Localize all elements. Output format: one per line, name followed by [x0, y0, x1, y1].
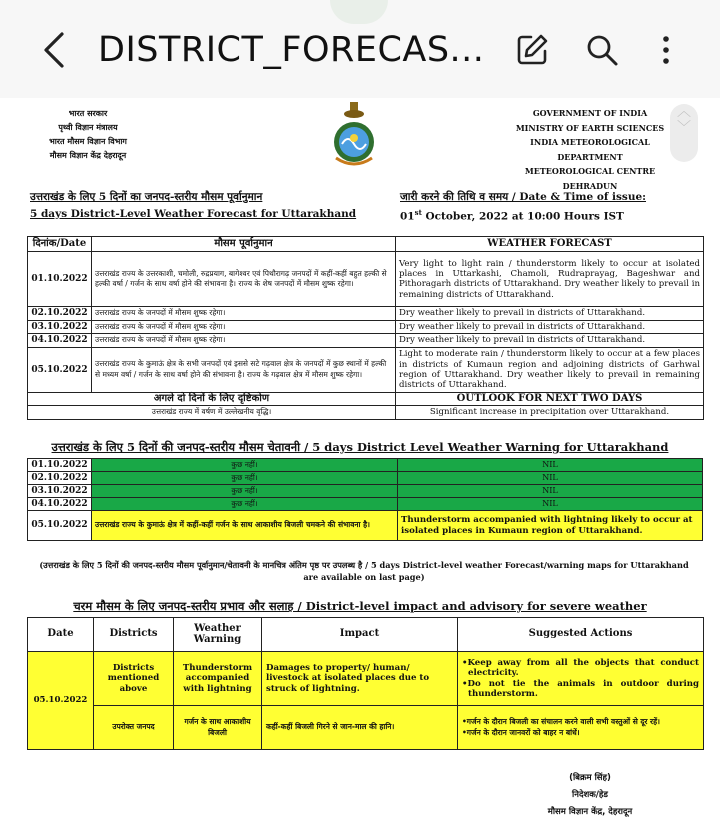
advisory-districts: Districts mentioned above: [94, 652, 174, 706]
row-forecast-hindi: उत्तराखंड राज्य के जनपदों में मौसम शुष्क रहेगा।: [92, 320, 396, 334]
row-warning-english: Thunderstorm accompanied with lightning likely to occur at isolated places in Kumaun region of Uttarakhand.: [398, 511, 703, 541]
issue-time-label: जारी करने की तिथि व समय / Date & Time of issue:: [400, 191, 647, 203]
row-date: 05.10.2022: [28, 511, 92, 541]
col-header-hindi: मौसम पूर्वानुमान: [92, 237, 396, 252]
table-row: [28, 652, 704, 706]
app-bar: [0, 0, 720, 98]
search-icon[interactable]: [584, 32, 620, 68]
row-date: 04.10.2022: [28, 334, 92, 348]
row-warning-hindi: उत्तराखंड राज्य के कुमाऊं क्षेत्र में कहीं-कहीं गर्जन के साथ आकाशीय बिजली चमकने की संभावना है।: [92, 511, 398, 541]
imd-emblem-icon: [326, 100, 382, 172]
table-row: [28, 498, 703, 511]
table-row: [28, 334, 704, 348]
row-forecast-hindi: उत्तराखंड राज्य के कुमाऊं क्षेत्र के सभी जनपदों एवं इससे सटे गढ़वाल क्षेत्र के जनपदों में कुछ स्थानों में हल्की से मध्यम वर्षा / गर्जन के साथ वर्षा होने की संभावना है। राज्य के गढ़वाल क्षेत्र में मौसम शुष्क रहेगा।: [92, 347, 396, 392]
col-header-districts: Districts: [94, 618, 174, 652]
arrow-back-icon[interactable]: [38, 30, 74, 70]
forecast-table: [27, 236, 704, 420]
advisory-actions-hindi: [458, 706, 704, 750]
action-item: •Do not tie the animals in outdoor during thunderstorm.: [462, 678, 699, 699]
row-warning-english: NIL: [398, 498, 703, 511]
issue-time-value: [400, 208, 624, 223]
fast-scroll-handle[interactable]: ︿ ﹀: [670, 104, 698, 162]
maps-note: (उत्तराखंड के लिए 5 दिनों की जनपद-स्तरीय मौसम पूर्वानुमान/चेतावनी के मानचित्र अंतिम पृष्ठ पर उपलब्ध है / 5 days District-level weather Forecast/warning maps for Uttarakhand are available on last page): [39, 560, 689, 582]
action-item: •Keep away from all the objects that conduct electricity.: [462, 657, 699, 679]
table-row: [28, 472, 703, 485]
header-line: MINISTRY OF EARTH SCIENCES: [515, 122, 665, 133]
header-line: INDIA METEOROLOGICAL DEPARTMENT: [530, 137, 650, 162]
col-header-date: Date: [28, 618, 94, 652]
row-forecast-english: Dry weather likely to prevail in districts of Uttarakhand.: [396, 307, 704, 321]
more-vert-icon[interactable]: [648, 32, 684, 68]
document-title: DISTRICT_FORECAS...: [98, 30, 485, 70]
col-header-warning: Weather Warning: [174, 618, 262, 652]
row-forecast-english: Dry weather likely to prevail in districts of Uttarakhand.: [396, 320, 704, 334]
signatory-name: (बिक्रम सिंह): [569, 773, 611, 783]
header-line: METEOROLOGICAL CENTRE DEHRADUN: [524, 166, 656, 191]
row-date: 02.10.2022: [28, 472, 92, 485]
row-date: 03.10.2022: [28, 320, 92, 334]
action-item: •गर्जन के दौरान बिजली का संचालन करने वाली सभी वस्तुओं से दूर रहें।: [462, 717, 660, 727]
issue-date-rest: October, 2022 at 10:00 Hours IST: [421, 210, 624, 223]
col-header-actions: Suggested Actions: [458, 618, 704, 652]
issue-day: 01: [400, 210, 415, 223]
table-header-row: [28, 618, 704, 652]
row-forecast-hindi: उत्तराखंड राज्य के उत्तरकाशी, चमोली, रुद्रप्रयाग, बागेश्वर एवं पिथौरागढ़ जनपदों में कहीं-कहीं बहुत हल्की से हल्की वर्षा / गर्जन के साथ वर्षा होने की संभावना है। राज्य के शेष जनपदों में मौसम शुष्क रहेगा।: [92, 252, 396, 307]
table-row: [28, 347, 704, 392]
issue-day-suffix: st: [414, 208, 422, 217]
row-date: 05.10.2022: [28, 347, 92, 392]
forecast-heading-hindi: उत्तराखंड के लिए 5 दिनों का जनपद-स्तरीय मौसम पूर्वानुमान: [30, 191, 263, 203]
signatory-designation: निदेशक/हेड: [572, 790, 608, 800]
row-date: 01.10.2022: [28, 459, 92, 472]
row-forecast-hindi: उत्तराखंड राज्य के जनपदों में मौसम शुष्क रहेगा।: [92, 307, 396, 321]
outlook-header-english: OUTLOOK FOR NEXT TWO DAYS: [396, 392, 704, 405]
outlook-text-english: Significant increase in precipitation over Uttarakhand.: [396, 406, 704, 419]
whatsapp-tab-icon[interactable]: [330, 0, 388, 24]
advisory-title: चरम मौसम के लिए जनपद-स्तरीय प्रभाव और सलाह / District-level impact and advisory for severe weather: [73, 599, 647, 613]
advisory-districts-hindi: उपरोक्त जनपद: [94, 706, 174, 750]
row-warning-hindi: कुछ नहीं।: [92, 485, 398, 498]
row-date: 02.10.2022: [28, 307, 92, 321]
header-english: [500, 106, 680, 193]
row-forecast-hindi: उत्तराखंड राज्य के जनपदों में मौसम शुष्क रहेगा।: [92, 334, 396, 348]
outlook-header-hindi: अगले दो दिनों के लिए दृष्टिकोण: [28, 392, 396, 405]
row-warning-hindi: कुछ नहीं।: [92, 459, 398, 472]
advisory-actions: [458, 652, 704, 706]
signature-block: [500, 770, 680, 821]
header-line: GOVERNMENT OF INDIA: [532, 108, 648, 118]
row-warning-english: NIL: [398, 459, 703, 472]
outlook-row: [28, 406, 704, 419]
document-page[interactable]: [0, 98, 720, 840]
advisory-date: 05.10.2022: [28, 652, 94, 750]
outlook-text-hindi: उत्तराखंड राज्य में वर्षण में उल्लेखनीय वृद्धि।: [28, 406, 396, 419]
header-line: भारत मौसम विज्ञान विभाग: [49, 136, 127, 146]
header-line: मौसम विज्ञान केंद्र देहरादून: [49, 150, 127, 160]
advisory-table: [27, 617, 704, 750]
edit-icon[interactable]: [514, 32, 550, 68]
table-row: [28, 459, 703, 472]
row-forecast-english: Light to moderate rain / thunderstorm likely to occur at a few places in districts of Kumaun region and adjoining districts of Garhwal region of Uttarakhand. Dry weather likely to prevail in remaining districts of Uttarakhand.: [396, 347, 704, 392]
advisory-warning: Thunderstorm accompanied with lightning: [174, 652, 262, 706]
col-header-impact: Impact: [262, 618, 458, 652]
col-header-date: दिनांक/Date: [28, 237, 92, 252]
col-header-english: WEATHER FORECAST: [396, 237, 704, 252]
action-item: •गर्जन के दौरान जानवरों को बाहर न बांधें।: [462, 727, 580, 737]
row-date: 01.10.2022: [28, 252, 92, 307]
table-header-row: [28, 237, 704, 252]
table-row: [28, 511, 703, 541]
signatory-office: मौसम विज्ञान केंद्र, देहरादून: [547, 807, 633, 817]
row-warning-hindi: कुछ नहीं।: [92, 498, 398, 511]
warning-table: [27, 458, 703, 541]
row-warning-english: NIL: [398, 472, 703, 485]
advisory-impact: Damages to property/ human/ livestock at isolated places due to struck of lightning.: [262, 652, 458, 706]
row-date: 04.10.2022: [28, 498, 92, 511]
row-date: 03.10.2022: [28, 485, 92, 498]
table-row: [28, 307, 704, 321]
row-forecast-english: Very light to light rain / thunderstorm likely to occur at isolated places in Uttarkashi, Chamoli, Rudraprayag, Bageshwar and Pithoragarh districts of Uttarakhand. Dry weather likely to prevail in remaining districts of Uttarakhand.: [396, 252, 704, 307]
table-row: [28, 706, 704, 750]
row-warning-hindi: कुछ नहीं।: [92, 472, 398, 485]
row-forecast-english: Dry weather likely to prevail in districts of Uttarakhand.: [396, 334, 704, 348]
header-hindi: [38, 106, 138, 162]
row-warning-english: NIL: [398, 485, 703, 498]
outlook-header-row: [28, 392, 704, 405]
header-line: पृथ्वी विज्ञान मंत्रालय: [58, 122, 118, 132]
table-row: [28, 485, 703, 498]
table-row: [28, 320, 704, 334]
forecast-heading-english: 5 days District-Level Weather Forecast for Uttarakhand: [30, 208, 357, 220]
advisory-warning-hindi: गर्जन के साथ आकाशीय बिजली: [174, 706, 262, 750]
warning-title: उत्तराखंड के लिए 5 दिनों की जनपद-स्तरीय मौसम चेतावनी / 5 days District Level Weather Warning for Uttarakhand: [51, 440, 669, 454]
advisory-impact-hindi: कहीं-कहीं बिजली गिरने से जान-माल की हानि।: [262, 706, 458, 750]
header-line: भारत सरकार: [68, 108, 108, 118]
table-row: [28, 252, 704, 307]
